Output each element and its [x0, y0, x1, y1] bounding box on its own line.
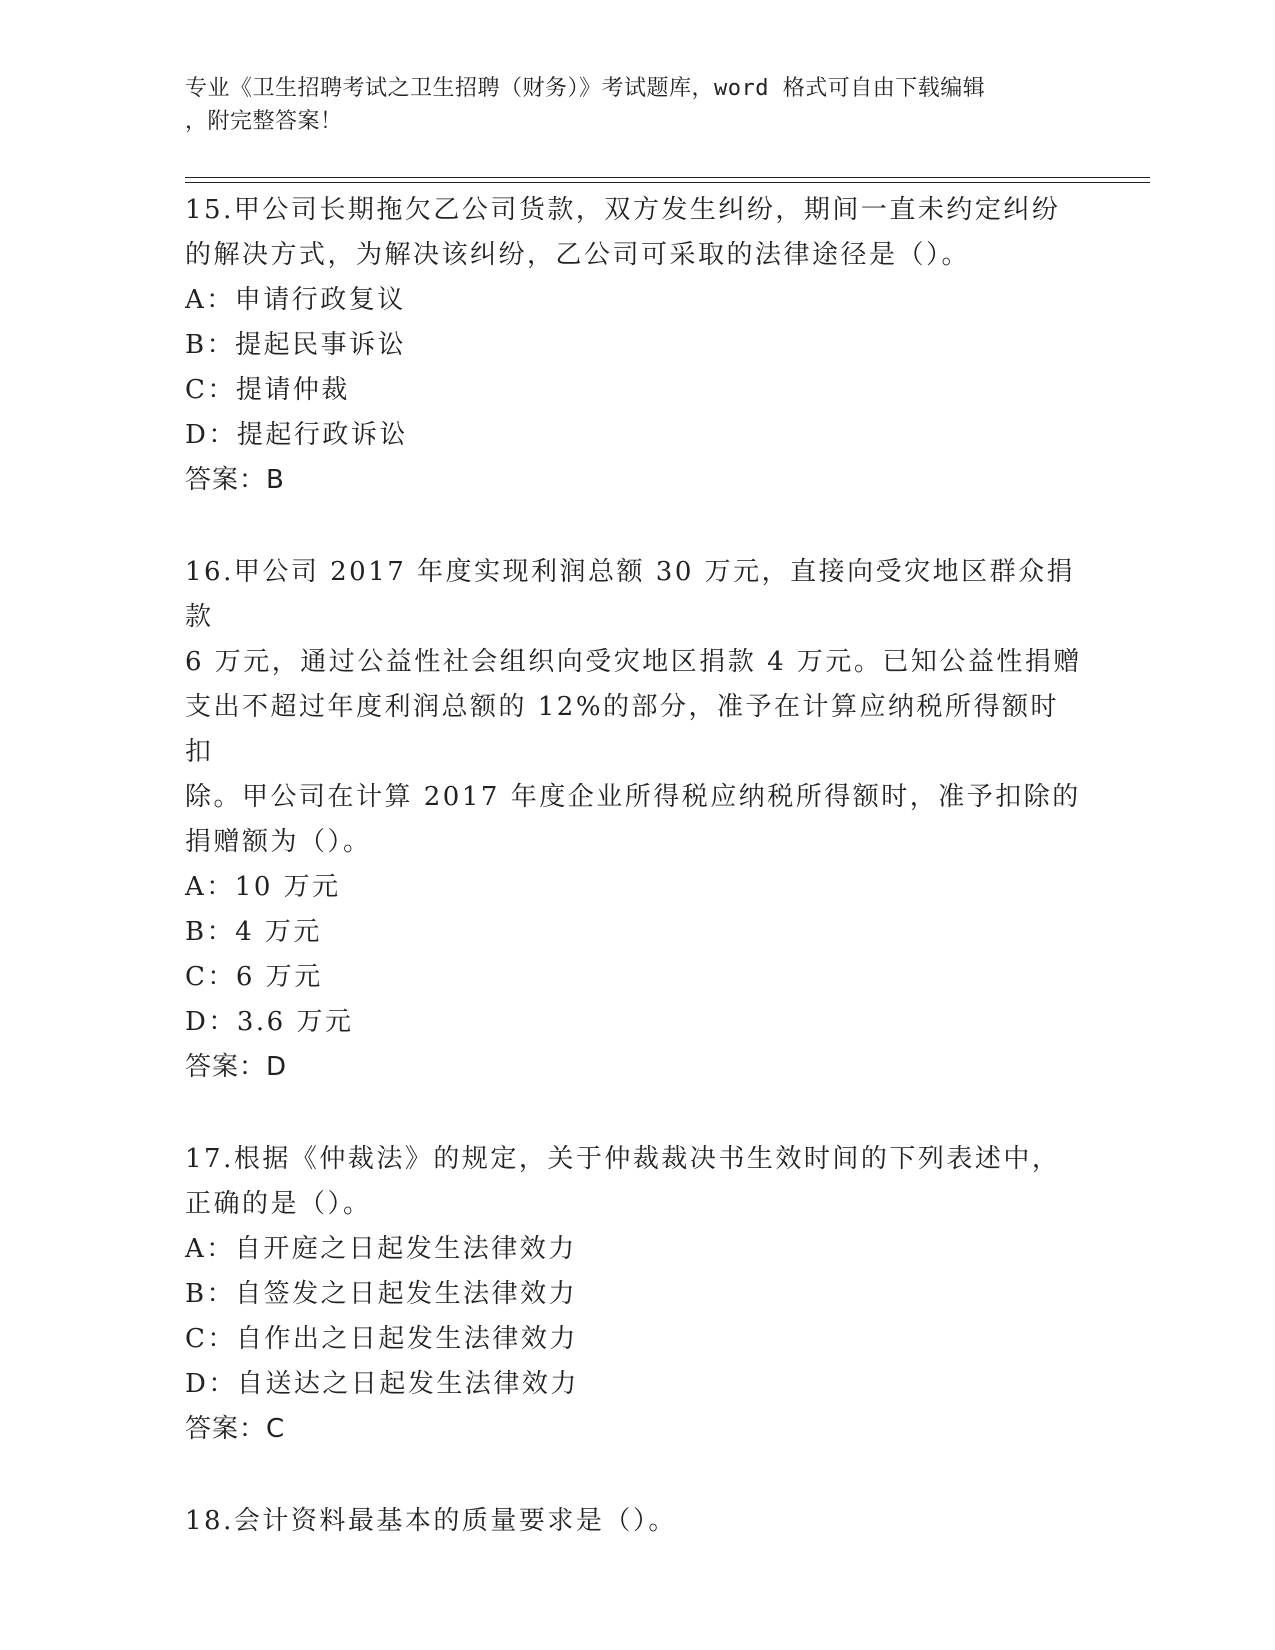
question-17-option-b: B：自签发之日起发生法律效力: [185, 1279, 578, 1309]
question-15: [185, 188, 1085, 503]
question-15-option-d: D：提起行政诉讼: [185, 420, 408, 450]
question-16-option-c: C：6 万元: [185, 962, 323, 992]
question-16-stem-line-5: 捐赠额为（）。: [185, 827, 372, 857]
header-divider-top: [185, 177, 1150, 178]
question-16-stem-line-4: 除。甲公司在计算 2017 年度企业所得税应纳税所得额时，准予扣除的: [185, 782, 1081, 812]
question-spacer: [185, 1452, 1085, 1499]
document-header: [185, 72, 1065, 138]
question-15-stem-line-2: 的解决方式，为解决该纠纷，乙公司可采取的法律途径是（）。: [185, 240, 971, 270]
question-15-answer: 答案：B: [185, 465, 285, 495]
question-16: [185, 550, 1085, 1090]
question-16-answer: 答案：D: [185, 1052, 288, 1082]
question-spacer: [185, 1090, 1085, 1137]
question-15-option-b: B：提起民事诉讼: [185, 330, 407, 360]
question-17-option-c: C：自作出之日起发生法律效力: [185, 1324, 578, 1354]
question-17-stem-line-1: 17.根据《仲裁法》的规定，关于仲裁裁决书生效时间的下列表述中，: [185, 1144, 1061, 1174]
question-list: [185, 188, 1085, 1544]
question-17-option-a: A：自开庭之日起发生法律效力: [185, 1234, 577, 1264]
question-15-option-c: C：提请仲裁: [185, 375, 350, 405]
question-16-option-b: B：4 万元: [185, 917, 322, 947]
question-16-option-d: D：3.6 万元: [185, 1007, 354, 1037]
question-16-stem-line-1: 16.甲公司 2017 年度实现利润总额 30 万元，直接向受灾地区群众捐款: [185, 557, 1076, 632]
header-line-1: 专业《卫生招聘考试之卫生招聘（财务）》考试题库，word 格式可自由下载编辑: [185, 76, 986, 101]
question-15-stem-line-1: 15.甲公司长期拖欠乙公司货款，双方发生纠纷，期间一直未约定纠纷: [185, 195, 1061, 225]
question-15-option-a: A：申请行政复议: [185, 285, 406, 315]
question-18: [185, 1499, 1085, 1544]
question-16-option-a: A：10 万元: [185, 872, 341, 902]
question-17: [185, 1137, 1085, 1452]
header-divider-bottom: [185, 182, 1150, 183]
question-17-answer: 答案：C: [185, 1414, 286, 1444]
question-17-option-d: D：自送达之日起发生法律效力: [185, 1369, 579, 1399]
question-18-stem-line-1: 18.会计资料最基本的质量要求是（）。: [185, 1506, 677, 1536]
question-spacer: [185, 503, 1085, 550]
question-17-stem-line-2: 正确的是（）。: [185, 1189, 372, 1219]
header-line-2: ，附完整答案！: [185, 109, 343, 134]
question-16-stem-line-3: 支出不超过年度利润总额的 12%的部分，准予在计算应纳税所得额时扣: [185, 692, 1060, 767]
question-16-stem-line-2: 6 万元，通过公益性社会组织向受灾地区捐款 4 万元。已知公益性捐赠: [185, 647, 1082, 677]
